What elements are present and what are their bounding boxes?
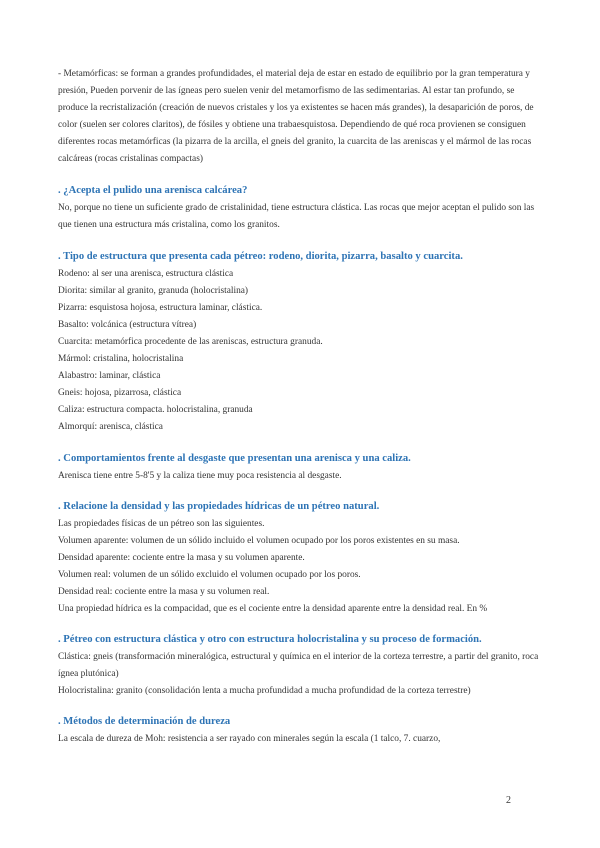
list-item: Volumen aparente: volumen de un sólido incluido el volumen ocupado por los poros existentes en su masa. [58,536,460,546]
list-item: Cuarcita: metamórfica procedente de las areniscas, estructura granuda. [58,337,323,347]
list-item: Basalto: volcánica (estructura vítrea) [58,320,197,330]
list-item: Las propiedades físicas de un pétreo son las siguientes. [58,519,265,529]
section-body-holocrystalline: Holocristalina: granito (consolidación lenta a mucha profundidad a mucha profundidad de la corteza terrestre) [58,686,471,696]
section-heading-wear: . Comportamientos frente al desgaste que presentan una arenisca y una caliza. [58,453,411,464]
list-item: Gneis: hojosa, pizarrosa, clástica [58,388,182,398]
metamorphic-paragraph: - Metamórficas: se forman a grandes profundidades, el material deja de estar en estado de equilibrio por la gran temperatura y presión, Pueden porvenir de las ígneas pero suelen venir del metamorfismo de las sedimentarias. Al estar tan profundo, se produce la recristalización (creación de nuevos cristales y los ya existentes se hacen más grandes), la desaparición de poros, de color (suelen ser colores claritos), de fósiles y obtiene una trabaesquistosa. Dependiendo de qué roca provienen se consiguen diferentes rocas metamórficas (la pizarra de la arcilla, el gneis del granito, la cuarcita de las areniscas y el mármol de las rocas calcáreas (rocas cristalinas compactas) [58,69,534,164]
section-body-polishing: No, porque no tiene un suficiente grado de cristalinidad, tiene estructura clástica. Las rocas que mejor aceptan el pulido son las que tienen una estructura más cristalina, como los granitos. [58,203,535,230]
section-heading-polishing: . ¿Acepta el pulido una arenisca calcárea? [58,185,248,196]
list-item: Pizarra: esquistosa hojosa, estructura laminar, clástica. [58,303,263,313]
list-item: Mármol: cristalina, holocristalina [58,354,184,364]
list-item: Diorita: similar al granito, granuda (holocristalina) [58,286,249,296]
list-item: Caliza: estructura compacta. holocristalina, granuda [58,405,253,415]
list-item: Una propiedad hídrica es la compacidad, que es el cociente entre la densidad aparente entre la densidad real. En % [58,604,488,614]
list-item: Densidad aparente: cociente entre la masa y su volumen aparente. [58,553,305,563]
list-item: Volumen real: volumen de un sólido excluido el volumen ocupado por los poros. [58,570,361,580]
section-body-clastic: Clástica: gneis (transformación mineralógica, estructural y química en el interior de la corteza terrestre, a partir del granito, roca ígnea plutónica) [58,652,539,679]
section-heading-formation: . Pétreo con estructura clástica y otro con estructura holocristalina y su proceso de formación. [58,634,482,645]
list-item: Alabastro: laminar, clástica [58,371,161,381]
list-item: Densidad real: cociente entre la masa y su volumen real. [58,587,270,597]
section-heading-hardness: . Métodos de determinación de dureza [58,716,231,727]
section-body-hardness: La escala de dureza de Moh: resistencia a ser rayado con minerales según la escala (1 talco, 7. cuarzo, [58,734,441,744]
list-item: Almorquí: arenisca, clástica [58,422,163,432]
section-body-wear: Arenisca tiene entre 5-8'5 y la caliza tiene muy poca resistencia al desgaste. [58,471,342,481]
document-page [58,66,544,748]
page-number: 2 [506,795,511,806]
section-heading-density: . Relacione la densidad y las propiedades hídricas de un pétreo natural. [58,501,380,512]
section-heading-structure: . Tipo de estructura que presenta cada pétreo: rodeno, diorita, pizarra, basalto y cuarcita. [58,251,463,262]
list-item: Rodeno: al ser una arenisca, estructura clástica [58,269,234,279]
